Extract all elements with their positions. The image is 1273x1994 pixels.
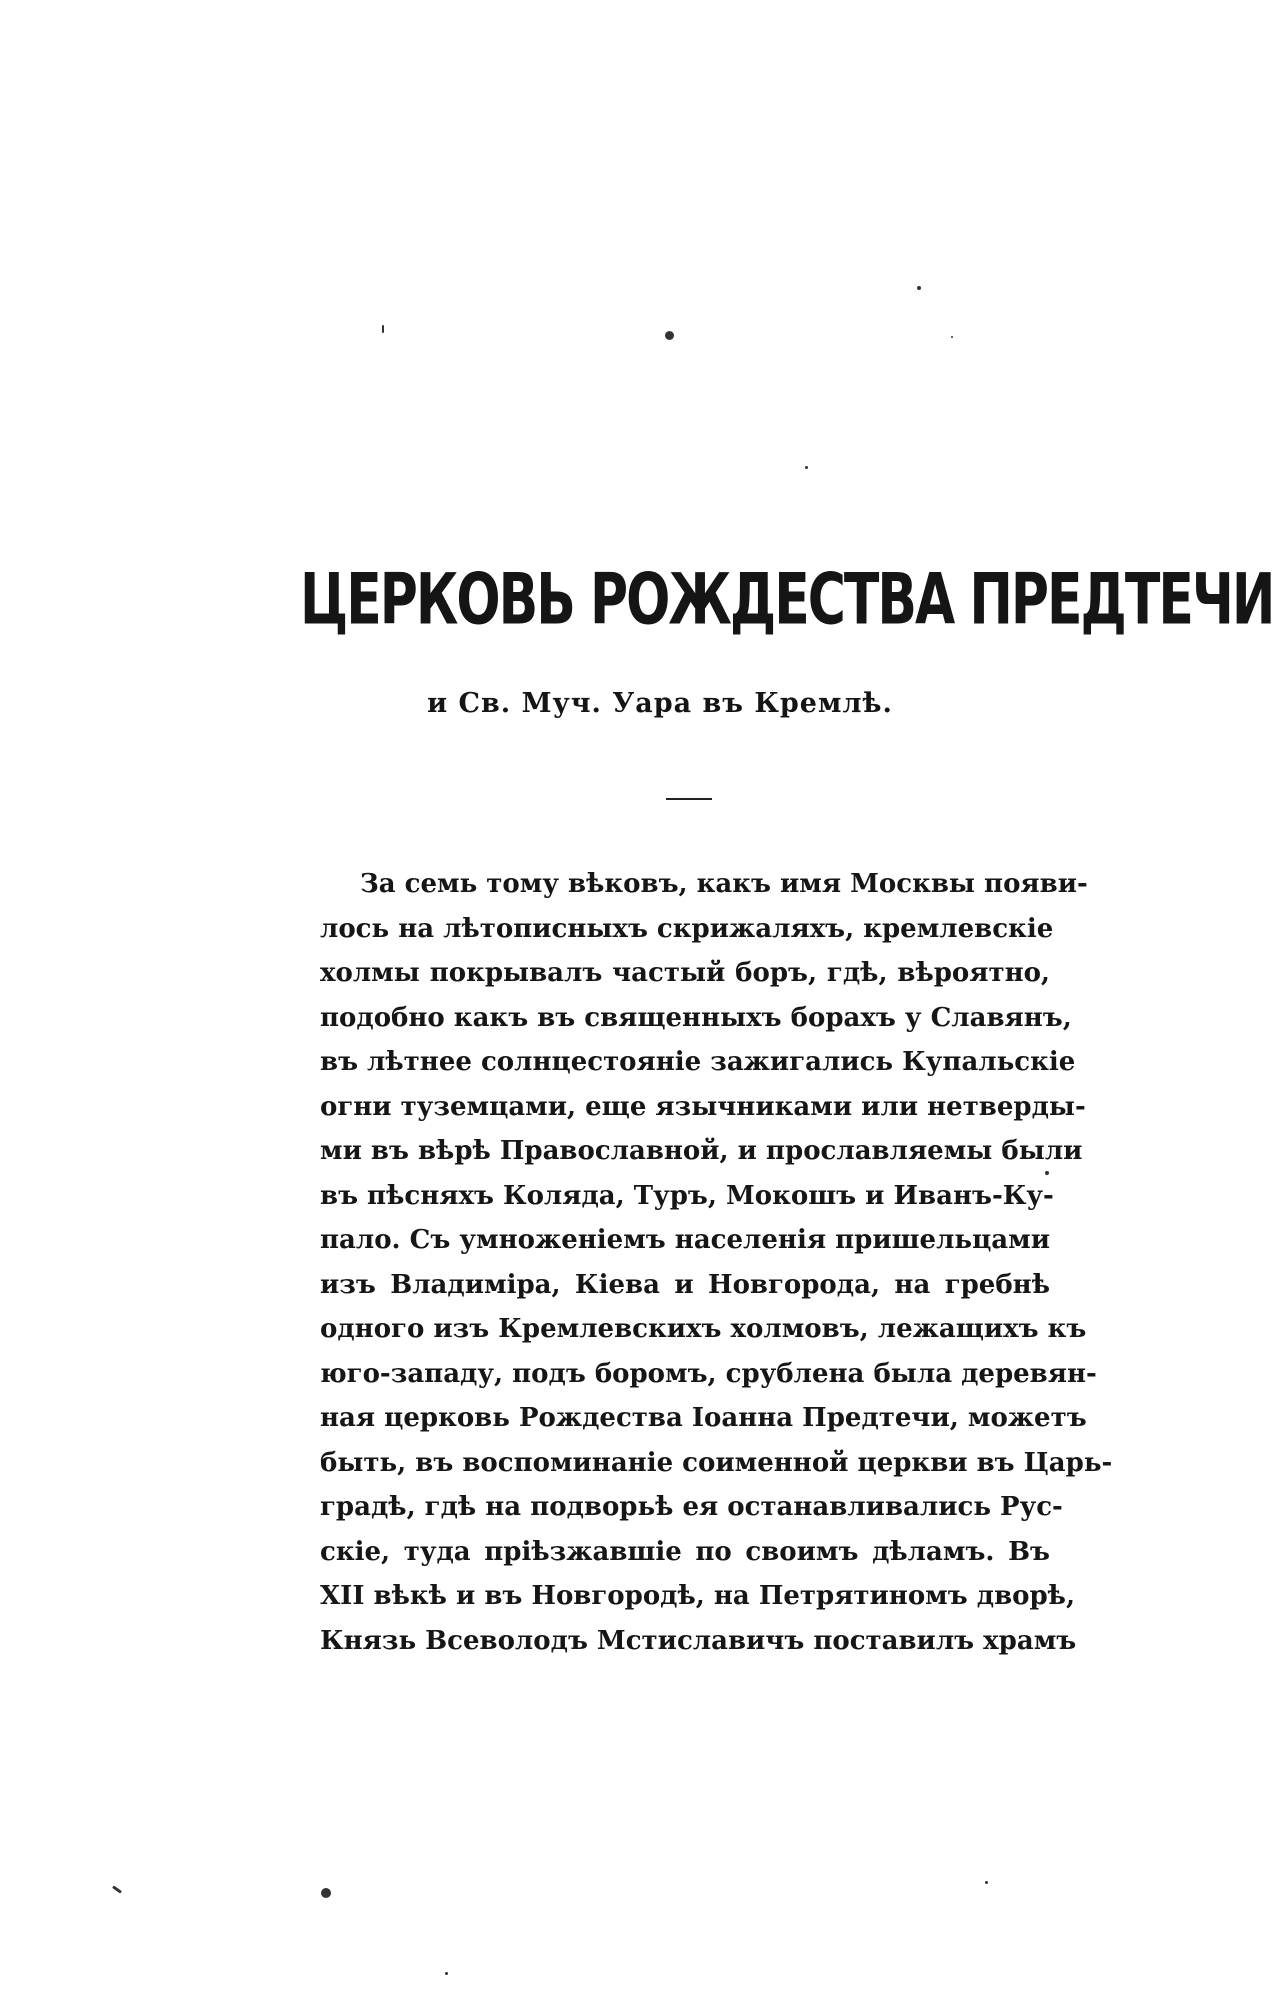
text-line: въ лѣтнее солнцестояніе зажигались Купальскіе — [320, 1047, 1076, 1077]
text-line: изъ Владиміра, Кіева и Новгорода, на гребнѣ — [320, 1269, 1050, 1300]
text-line: пало. Съ умноженіемъ населенія пришельцами — [320, 1225, 1050, 1255]
scan-speck — [1045, 1171, 1049, 1175]
text-line: одного изъ Кремлевскихъ холмовъ, лежащихъ къ — [320, 1314, 1087, 1344]
text-line: За семь тому вѣковъ, какъ имя Москвы появи- — [360, 869, 1088, 899]
text-line: огни туземцами, еще язычниками или нетверды- — [320, 1091, 1086, 1122]
scan-speck — [321, 1888, 331, 1898]
scan-speck — [382, 325, 384, 333]
text-line: юго-западу, подъ боромъ, срублена была деревян- — [320, 1358, 1097, 1389]
page-title: ЦЕРКОВЬ РОЖДЕСТВА ПРЕДТЕЧИ — [300, 560, 1273, 641]
text-line: холмы покрывалъ частый боръ, гдѣ, вѣроятно, — [320, 958, 1050, 988]
text-line: Князь Всеволодъ Мстиславичъ поставилъ храмъ — [320, 1625, 1077, 1656]
page-subtitle: и Св. Муч. Уара въ Кремлѣ. — [427, 688, 893, 719]
scan-speck — [951, 336, 953, 338]
scan-speck — [665, 331, 674, 340]
scan-speck — [112, 1885, 122, 1893]
text-line: ми въ вѣрѣ Православной, и прославляемы были — [320, 1136, 1083, 1166]
text-line: XII вѣкѣ и въ Новгородѣ, на Петрятиномъ дворѣ, — [320, 1581, 1076, 1611]
text-line: ная церковь Рождества Іоанна Предтечи, можетъ — [320, 1403, 1087, 1433]
title-divider — [666, 798, 712, 800]
body-paragraph — [320, 862, 1113, 1663]
text-line: скіе, туда пріѣзжавшіе по своимъ дѣламъ. Въ — [320, 1536, 1050, 1567]
scan-speck — [985, 1881, 988, 1884]
text-line: лось на лѣтописныхъ скрижаляхъ, кремлевскіе — [320, 913, 1054, 944]
scan-speck — [917, 286, 921, 290]
scan-speck — [805, 466, 808, 469]
text-line: быть, въ воспоминаніе соименной церкви въ Царь- — [320, 1447, 1113, 1478]
text-line: въ пѣсняхъ Коляда, Туръ, Мокошъ и Иванъ-Ку- — [320, 1180, 1054, 1211]
scan-speck — [445, 1972, 448, 1975]
text-line: градѣ, гдѣ на подворьѣ ея останавливались Рус- — [320, 1492, 1063, 1522]
text-line: подобно какъ въ священныхъ борахъ у Славянъ, — [320, 1002, 1072, 1033]
